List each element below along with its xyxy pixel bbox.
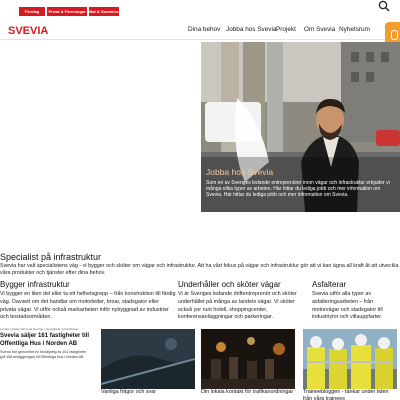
- column-text: Svevia utför alla typer av asfalteringsarbeten – från motorvägar och stadsgator till industriytor och villauppfarter.: [312, 291, 383, 321]
- search-icon[interactable]: [378, 0, 390, 12]
- broken-image-alt: Lokala nyheter från hela Sverige i vår digitala nyhetsbrevet: [0, 327, 79, 331]
- section-heading: Specialist på infrastruktur: [0, 252, 102, 262]
- traffic-photo: [201, 329, 295, 389]
- column-title[interactable]: Asfalterar: [312, 280, 347, 289]
- trainee-photo: [303, 329, 397, 389]
- column-title[interactable]: Bygger infrastruktur: [0, 280, 70, 289]
- card-image-traffic[interactable]: [201, 329, 295, 389]
- chat-icon: [391, 30, 398, 40]
- column-asfalterar: [312, 280, 400, 322]
- hero-title: Jobba hos Svevia: [206, 167, 274, 177]
- segment-privat[interactable]: Privat & Föreningar: [48, 9, 86, 14]
- hero-text-block: [206, 167, 396, 199]
- nav-jobba[interactable]: Jobba hos Svevia: [226, 26, 277, 33]
- svg-text:SVEVIA: SVEVIA: [8, 25, 49, 36]
- card-image-trainee[interactable]: [303, 329, 397, 389]
- card-caption-traffic[interactable]: Din lokala kontakt för trafikanordningar: [201, 389, 294, 395]
- nav-projekt[interactable]: Projekt: [276, 26, 296, 33]
- column-text: Vi är Sveriges ledande driftentreprenör och sköter underhållet på många av landets vägar. Vi sköter också yor runt hotell, shoppingcenter, konferensanläggningar och parkeringar.: [178, 291, 297, 321]
- hero-description: Som en av Sveriges ledande entreprenörer inom vägar och infrastruktur erbjuder vi många olika typer av arbeten. Här hittar du lediga jobb och mer information om Svevia. Här hittar du lediga jobb och mer information om Svevia.: [206, 180, 390, 199]
- column-underhaller: [178, 280, 310, 322]
- logo-wordmark: [8, 24, 50, 36]
- news-body: Svevia har genomfört en försäljning av 161 fastigheter (på 158 anläggningar) till Offentliga Hus i Norden AB: [0, 350, 87, 360]
- top-utility-bar: [0, 0, 400, 20]
- nav-divider: [0, 39, 400, 40]
- faq-photo: [101, 329, 195, 389]
- segment-foretag[interactable]: Företag: [19, 7, 45, 16]
- section-lead: Svevia har valt specialistens väg - vi bygger och sköter om vägar och infrastruktur. Att ha vårt fokus på vägar och infrastruktur gör att vi kan ägna all kraft åt att utveckla våra produkter och tjänster efter dina behov.: [0, 263, 399, 276]
- card-image-faq[interactable]: [101, 329, 195, 389]
- nav-dina-behov[interactable]: Dina behov: [188, 26, 221, 33]
- card-caption-faq[interactable]: Vanliga frågor och svar: [101, 389, 157, 395]
- segment-third[interactable]: Bat & Dummies: [89, 9, 119, 14]
- card-caption-trainee[interactable]: Traineebloggen - tankar under tiden från våra trainees: [303, 389, 389, 400]
- news-title[interactable]: Svevia säljer 161 fastigheter till Offentliga Hus i Norden AB: [0, 333, 90, 347]
- column-text: Vi bygger en liten del eller ta ett helhetsgrepp – från konstruktion till färdig väg. Oavsett om det handlar om motorleder, broar, stadsgator eller privata vägar. Vi utför också markarbeten inför nybyggnad av industrier och bostadsområden.: [0, 291, 176, 321]
- column-title[interactable]: Underhåller och sköter vägar: [178, 280, 281, 289]
- nav-om-svevia[interactable]: Om Svevia: [304, 26, 336, 33]
- svevia-logo[interactable]: [8, 23, 50, 35]
- column-bygger: [0, 280, 176, 322]
- nav-nyhetsrum[interactable]: Nyhetsrum: [339, 26, 370, 33]
